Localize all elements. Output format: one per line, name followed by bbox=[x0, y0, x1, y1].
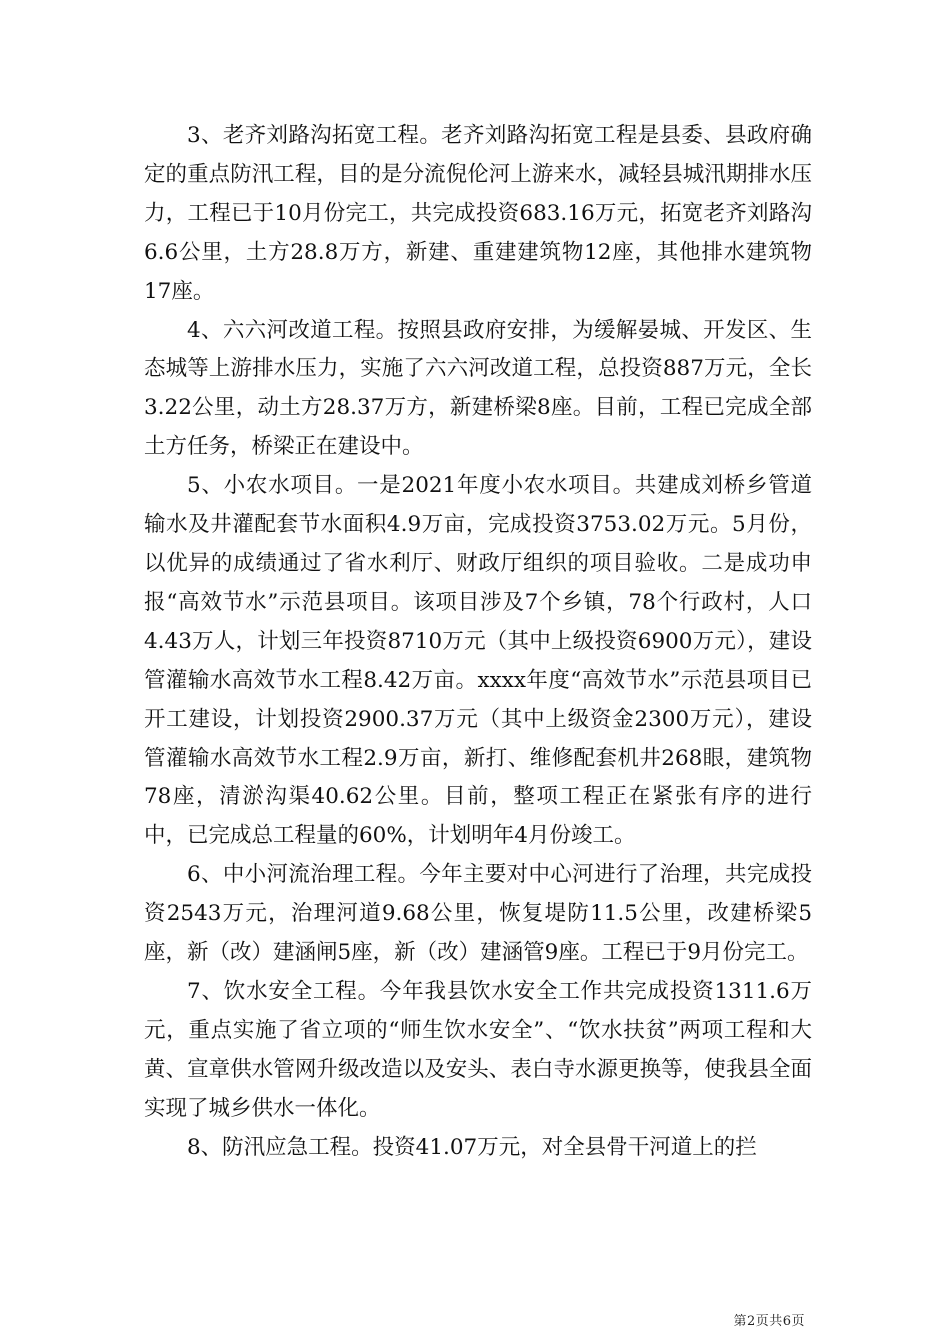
document-body bbox=[144, 117, 812, 1167]
paragraph-6-river-governance: 6、中小河流治理工程。今年主要对中心河进行了治理，共完成投资2543万元，治理河道9.68公里，恢复堤防11.5公里，改建桥梁5座，新（改）建涵闸5座，新（改）建涵管9座。工程已于9月份完工。 bbox=[144, 862, 812, 966]
paragraph-4-liuliu-river: 4、六六河改道工程。按照县政府安排，为缓解晏城、开发区、生态城等上游排水压力，实施了六六河改道工程，总投资887万元，全长3.22公里，动土方28.37万方，新建桥梁8座。目前，工程已完成全部土方任务，桥梁正在建设中。 bbox=[144, 317, 812, 460]
paragraph-8-flood-emergency: 8、防汛应急工程。投资41.07万元，对全县骨干河道上的拦 bbox=[187, 1134, 757, 1160]
paragraph-5-small-irrigation: 5、小农水项目。一是2021年度小农水项目。共建成刘桥乡管道输水及井灌配套节水面积4.9万亩，完成投资3753.02万元。5月份，以优异的成绩通过了省水利厅、财政厅组织的项目验收。二是成功申报“高效节水”示范县项目。该项目涉及7个乡镇，78个行政村，人口4.43万人，计划三年投资8710万元（其中上级投资6900万元），建设管灌输水高效节水工程8.42万亩。xxxx年度“高效节水”示范县项目已开工建设，计划投资2900.37万元（其中上级资金2300万元），建设管灌输水高效节水工程2.9万亩，新打、维修配套机井268眼，建筑物78座，清淤沟渠40.62公里。目前，整项工程正在紧张有序的进行中，已完成总工程量的60%，计划明年4月份竣工。 bbox=[144, 473, 812, 849]
paragraph-7-drinking-water: 7、饮水安全工程。今年我县饮水安全工作共完成投资1311.6万元，重点实施了省立项的“师生饮水安全”、“饮水扶贫”两项工程和大黄、宣章供水管网升级改造以及安头、表白寺水源更换等，使我县全面实现了城乡供水一体化。 bbox=[144, 978, 812, 1121]
page-number: 第2页共6页 bbox=[733, 1314, 805, 1329]
paragraph-3-laoqiliu-ditch: 3、老齐刘路沟拓宽工程。老齐刘路沟拓宽工程是县委、县政府确定的重点防汛工程，目的是分流倪伦河上游来水，减轻县城汛期排水压力，工程已于10月份完工，共完成投资683.16万元，拓宽老齐刘路沟6.6公里，土方28.8万方，新建、重建建筑物12座，其他排水建筑物17座。 bbox=[144, 123, 812, 304]
